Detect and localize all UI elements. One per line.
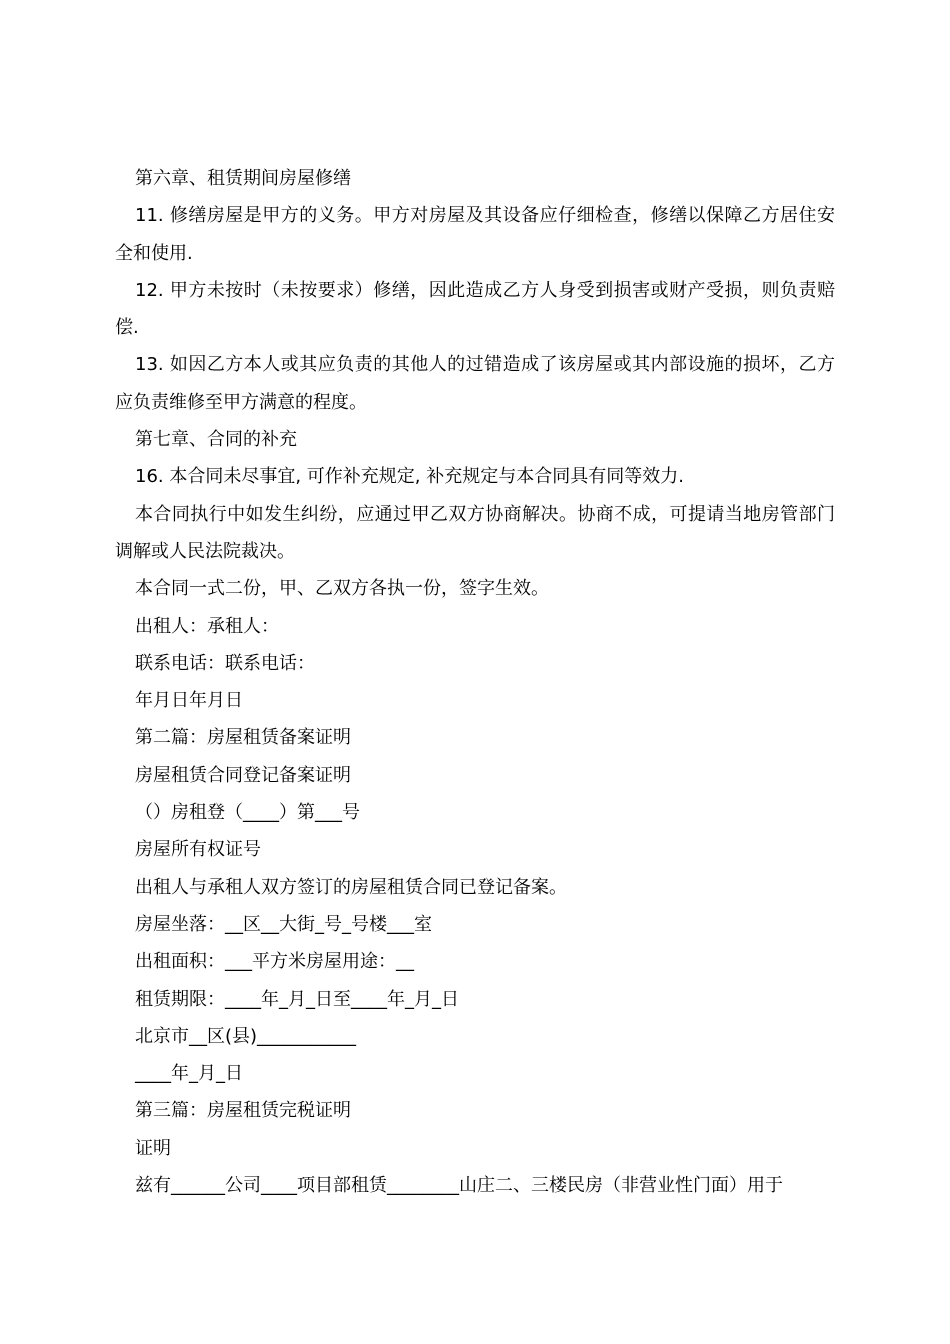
parties-line: 出租人：承租人： — [135, 615, 279, 637]
dispute-clause: 本合同执行中如发生纠纷，应通过甲乙双方协商解决。协商不成，可提请当地房管部门调解或人民法院裁决。 — [115, 503, 835, 562]
ownership-cert-line: 房屋所有权证号 — [135, 839, 261, 861]
registration-number: （）房租登（____）第___号 — [135, 802, 360, 824]
clause-11: 11. 修缮房屋是甲方的义务。甲方对房屋及其设备应仔细检查，修缮以保障乙方居住安全和使用. — [115, 205, 835, 264]
clause-16: 16. 本合同未尽事宜, 可作补充规定, 补充规定与本合同具有同等效力. — [135, 466, 684, 488]
registered-statement: 出租人与承租人双方签订的房屋租赁合同已登记备案。 — [135, 876, 567, 898]
part-2-heading: 第二篇：房屋租赁备案证明 — [135, 727, 351, 749]
phone-line: 联系电话：联系电话： — [135, 652, 315, 674]
district-line: 北京市__区(县)___________ — [135, 1025, 357, 1047]
proof-body: 兹有______公司____项目部租赁________山庄二、三楼民房（非营业性门面）用于 — [135, 1175, 783, 1197]
clause-13: 13. 如因乙方本人或其应负责的其他人的过错造成了该房屋或其内部设施的损坏，乙方应负责维修至甲方满意的程度。 — [115, 354, 835, 413]
chapter-7-heading: 第七章、合同的补充 — [135, 429, 297, 451]
certificate-title: 房屋租赁合同登记备案证明 — [135, 764, 351, 786]
part-3-heading: 第三篇：房屋租赁完税证明 — [135, 1100, 351, 1122]
lease-term-line: 租赁期限：____年_月_日至____年_月_日 — [135, 988, 459, 1010]
issue-date-line: ____年_月_日 — [135, 1063, 243, 1085]
document-body — [115, 160, 835, 1204]
location-line: 房屋坐落：__区__大街_号_号楼___室 — [135, 913, 432, 935]
chapter-6-heading: 第六章、租赁期间房屋修缮 — [135, 168, 351, 189]
clause-12: 12. 甲方未按时（未按要求）修缮，因此造成乙方人身受到损害或财产受损，则负责赔偿. — [115, 279, 835, 339]
date-line: 年月日年月日 — [135, 690, 243, 712]
area-use-line: 出租面积：___平方米房屋用途：__ — [135, 951, 414, 973]
copies-clause: 本合同一式二份，甲、乙双方各执一份，签字生效。 — [135, 578, 549, 600]
proof-title: 证明 — [135, 1137, 171, 1159]
